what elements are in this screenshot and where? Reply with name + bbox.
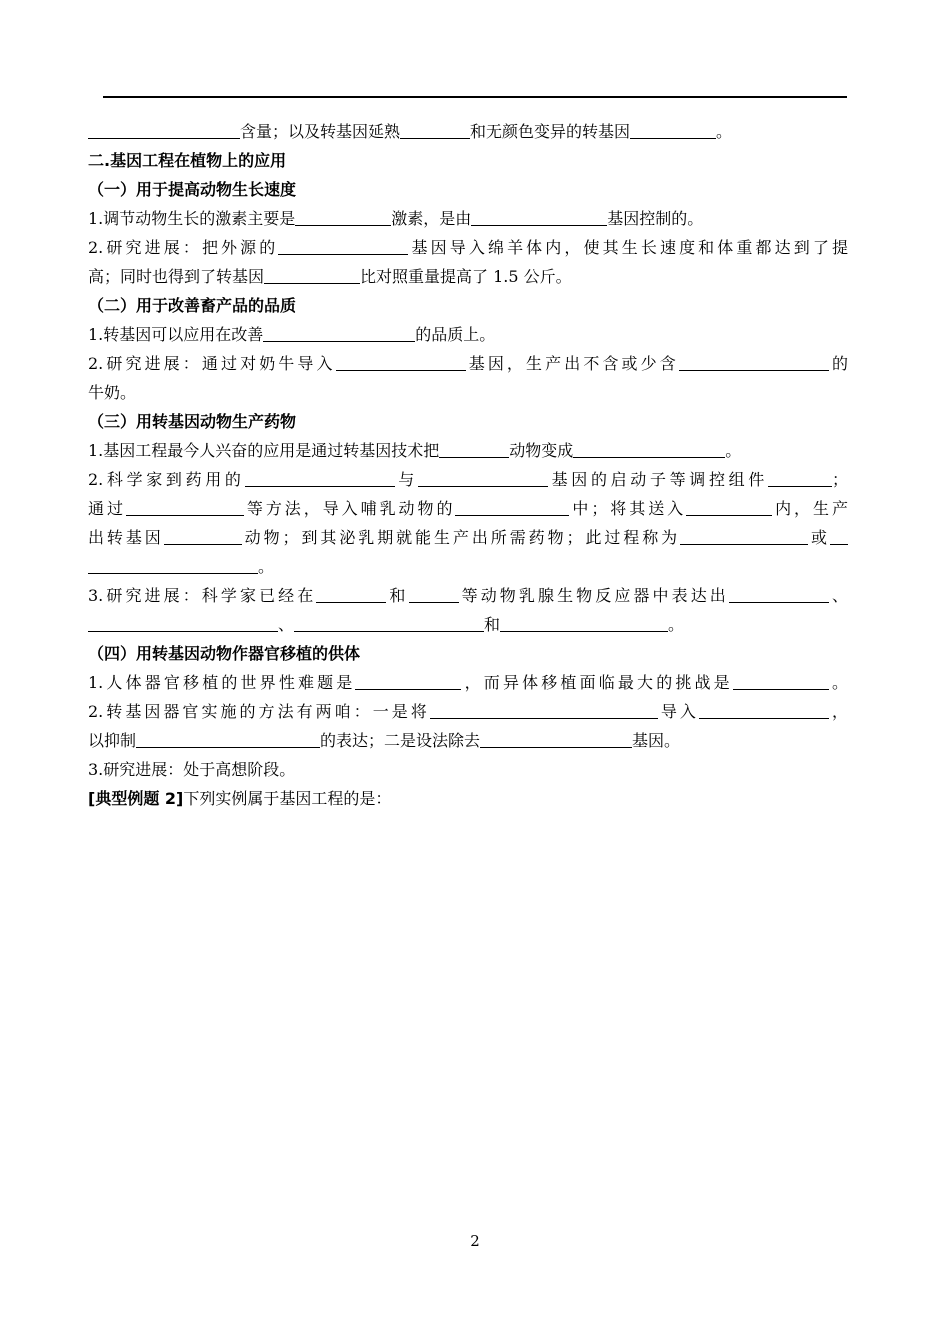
example-question: [典型例题 2]下列实例属于基因工程的是： xyxy=(88,789,392,808)
blank[interactable] xyxy=(355,673,461,690)
blank[interactable] xyxy=(136,731,320,748)
blank[interactable] xyxy=(686,499,772,516)
blank[interactable] xyxy=(471,209,607,226)
item-3-1: 1.基因工程最今人兴奋的应用是通过转基因技术把 动物变成 。 xyxy=(88,441,742,460)
blank[interactable] xyxy=(88,122,240,139)
blank[interactable] xyxy=(455,499,569,516)
section-heading: 二.基因工程在植物上的应用 xyxy=(88,151,287,170)
blank[interactable] xyxy=(768,470,832,487)
item-3-2: 2.科学家到药用的 与 基因的启动子等调控组件 ； xyxy=(88,470,848,489)
blank[interactable] xyxy=(480,731,632,748)
blank[interactable] xyxy=(295,209,391,226)
item-4-2: 2.转基因器官实施的方法有两咱：一是将 导入 ， xyxy=(88,702,848,721)
item-3-3-cont: 、 和 。 xyxy=(88,610,848,639)
item-4-2-cont: 以抑制 的表达；二是设法除去 基因。 xyxy=(88,731,681,750)
blank[interactable] xyxy=(263,325,415,342)
blank[interactable] xyxy=(679,354,829,371)
blank[interactable] xyxy=(630,122,716,139)
blank[interactable] xyxy=(316,586,386,603)
blank[interactable] xyxy=(409,586,459,603)
blank[interactable] xyxy=(400,122,470,139)
item-3-2-cont-3: 。 xyxy=(88,552,848,581)
item-1-2-cont: 高；同时也得到了转基因 比对照重量提高了 1.5 公斤。 xyxy=(88,267,572,286)
blank[interactable] xyxy=(336,354,466,371)
item-3-3: 3.研究进展：科学家已经在 和 等动物乳腺生物反应器中表达出 、 xyxy=(88,586,848,605)
blank[interactable] xyxy=(830,528,848,545)
blank[interactable] xyxy=(680,528,808,545)
blank[interactable] xyxy=(573,441,725,458)
blank[interactable] xyxy=(88,557,258,574)
page-number: 2 xyxy=(470,1232,480,1250)
worksheet-content xyxy=(88,117,848,813)
item-3-2-cont-2: 出转基因 动物；到其泌乳期就能生产出所需药物；此过程称为 或 xyxy=(88,523,848,552)
blank[interactable] xyxy=(126,499,244,516)
header-rule xyxy=(103,96,847,98)
blank[interactable] xyxy=(439,441,509,458)
blank[interactable] xyxy=(294,615,484,632)
example-label: [典型例题 2] xyxy=(88,789,184,808)
item-1-2: 2.研究进展：把外源的 基因导入绵羊体内，使其生长速度和体重都达到了提 xyxy=(88,238,848,257)
blank[interactable] xyxy=(88,615,278,632)
item-2-2-cont: 牛奶。 xyxy=(88,383,137,402)
blank[interactable] xyxy=(430,702,658,719)
subsection-heading-1: （一）用于提高动物生长速度 xyxy=(88,180,297,199)
blank[interactable] xyxy=(264,267,360,284)
subsection-heading-4: （四）用转基因动物作器官移植的供体 xyxy=(88,644,361,663)
line-continuation: 含量；以及转基因延熟 和无颜色变异的转基因 。 xyxy=(88,117,848,146)
blank[interactable] xyxy=(500,615,668,632)
blank[interactable] xyxy=(699,702,829,719)
item-2-2: 2.研究进展：通过对奶牛导入 基因，生产出不含或少含 的 xyxy=(88,354,848,373)
item-4-1: 1.人体器官移植的世界性难题是 ，而异体移植面临最大的挑战是 。 xyxy=(88,673,848,692)
blank[interactable] xyxy=(278,238,408,255)
item-4-3: 3.研究进展：处于高想阶段。 xyxy=(88,760,296,779)
item-1-1: 1.调节动物生长的激素主要是 激素，是由 基因控制的。 xyxy=(88,209,704,228)
item-2-1: 1.转基因可以应用在改善 的品质上。 xyxy=(88,325,496,344)
blank[interactable] xyxy=(245,470,395,487)
subsection-heading-3: （三）用转基因动物生产药物 xyxy=(88,412,297,431)
blank[interactable] xyxy=(729,586,829,603)
blank[interactable] xyxy=(733,673,829,690)
blank[interactable] xyxy=(164,528,242,545)
subsection-heading-2: （二）用于改善畜产品的品质 xyxy=(88,296,297,315)
blank[interactable] xyxy=(418,470,548,487)
item-3-2-cont-1: 通过 等方法，导入哺乳动物的 中；将其送入 内，生产 xyxy=(88,499,848,518)
